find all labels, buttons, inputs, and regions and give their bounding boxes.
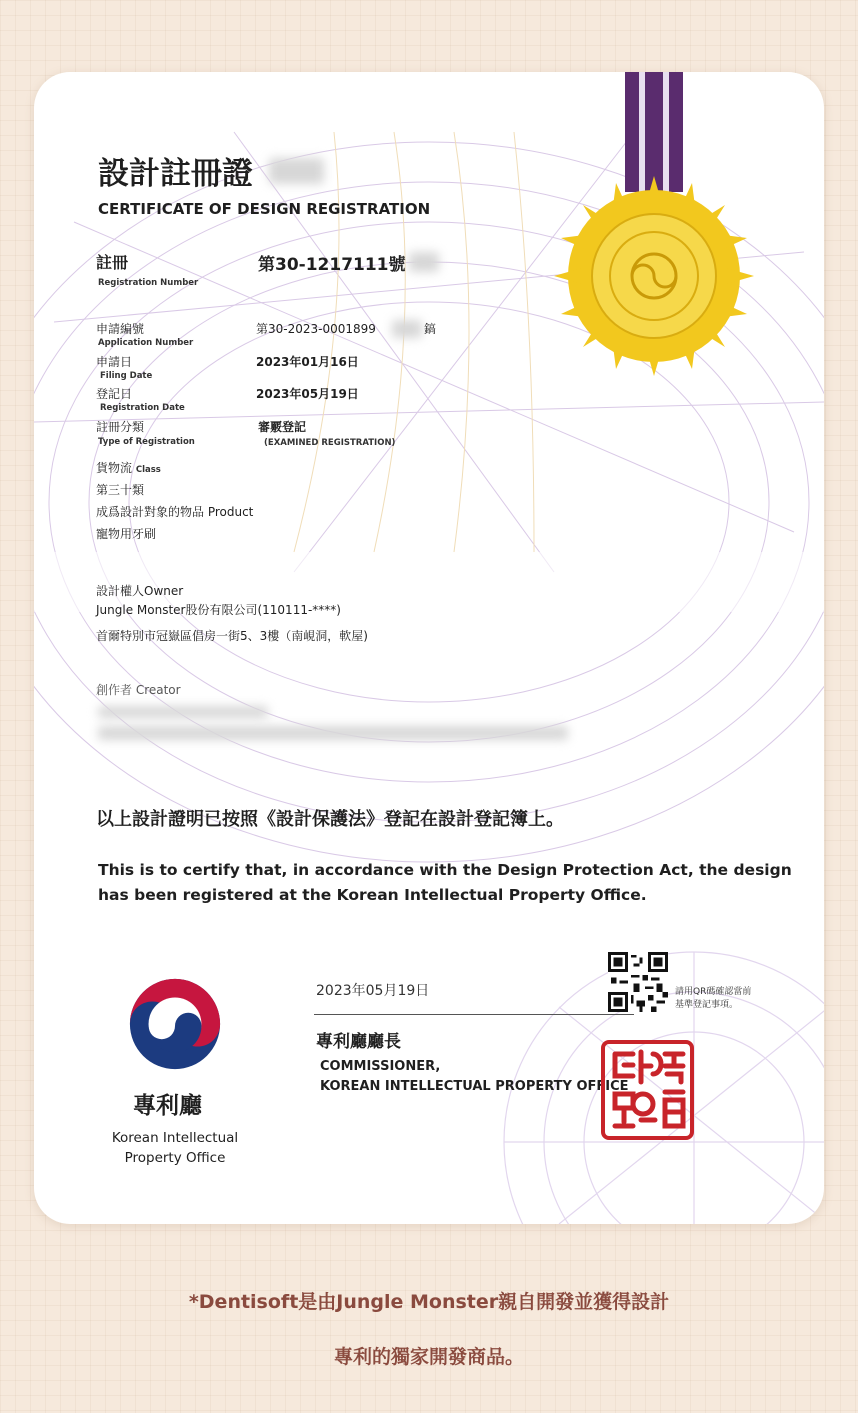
footer-note-line2: 專利的獨家開發商品。: [333, 1346, 524, 1368]
registration-type-en: (EXAMINED REGISTRATION): [264, 438, 396, 448]
commissioner-en-line2: KOREAN INTELLECTUAL PROPERTY OFFICE: [320, 1079, 629, 1094]
creator-label: 創作者 Creator: [96, 683, 181, 697]
registration-date: 2023年05月19日: [256, 387, 359, 401]
footer-note-line1: *Dentisoft是由Jungle Monster親自開發並獲得設計: [188, 1291, 670, 1313]
redacted-area: [409, 252, 439, 272]
filing-label-zh: 申請日: [96, 355, 133, 369]
redacted-area: [269, 158, 324, 184]
office-name-en-line2: Property Office: [124, 1150, 226, 1166]
statement-en-line1: This is to certify that, in accordance with the Design Protection Act, the design: [98, 861, 792, 879]
filing-date: 2023年01月16日: [256, 355, 359, 369]
certificate-card: [34, 72, 824, 1224]
commissioner-zh: 專利廳廳長: [316, 1032, 401, 1052]
reg-label-en: Registration Number: [98, 278, 199, 288]
qr-note-line2: 基準登記事項。: [675, 1000, 739, 1010]
reg-number: 第30-1217111號: [258, 255, 406, 275]
application-label-en: Application Number: [98, 338, 194, 348]
application-number: 第30-2023-0001899: [256, 322, 376, 336]
gold-seal-icon: [552, 174, 756, 378]
office-name-en-line1: Korean Intellectual: [111, 1130, 239, 1146]
class-label: 貨物流 Class: [96, 461, 161, 475]
title-zh: 設計註冊證: [98, 156, 253, 192]
class-value: 第三十類: [96, 483, 145, 497]
owner-address: 首爾特別市冠嶽區倡房一街5、3樓（南峴洞，軟屋): [96, 629, 368, 643]
filing-label-en: Filing Date: [100, 371, 153, 381]
red-stamp-icon: [601, 1040, 694, 1140]
statement-en-line2: has been registered at the Korean Intellectual Property Office.: [98, 886, 647, 904]
product-label: 成爲設計對象的物品 Product: [96, 505, 254, 519]
reg-label-zh: 註冊: [96, 253, 129, 272]
redacted-area: [98, 706, 268, 718]
redacted-area: [392, 320, 422, 338]
registration-date-label-zh: 登記日: [96, 387, 133, 401]
owner-label: 設計權人Owner: [96, 584, 184, 598]
owner-name: Jungle Monster股份有限公司(110111-****): [96, 603, 341, 617]
qr-note-line1: 請用QR碼確認當前: [675, 987, 752, 997]
qr-code-icon: [608, 952, 668, 1012]
application-label-zh: 申請編號: [96, 322, 145, 336]
side-mark: 鎬: [424, 322, 437, 336]
registration-date-label-en: Registration Date: [100, 403, 185, 413]
office-name-zh: 專利廳: [133, 1093, 202, 1119]
type-label-zh: 註冊分類: [96, 420, 145, 434]
commissioner-en-line1: COMMISSIONER,: [320, 1059, 441, 1074]
issue-date: 2023年05月19日: [316, 983, 430, 999]
type-label-en: Type of Registration: [98, 437, 195, 447]
registration-type: 審覈登記: [258, 420, 307, 434]
product-value: 寵物用牙刷: [96, 527, 157, 541]
redacted-area: [98, 726, 568, 740]
title-en: CERTIFICATE OF DESIGN REGISTRATION: [98, 200, 431, 218]
signature-line: [314, 1014, 634, 1015]
kipo-logo-icon: [126, 975, 224, 1073]
statement-zh: 以上設計證明已按照《設計保護法》登記在設計登記簿上。: [96, 809, 564, 830]
